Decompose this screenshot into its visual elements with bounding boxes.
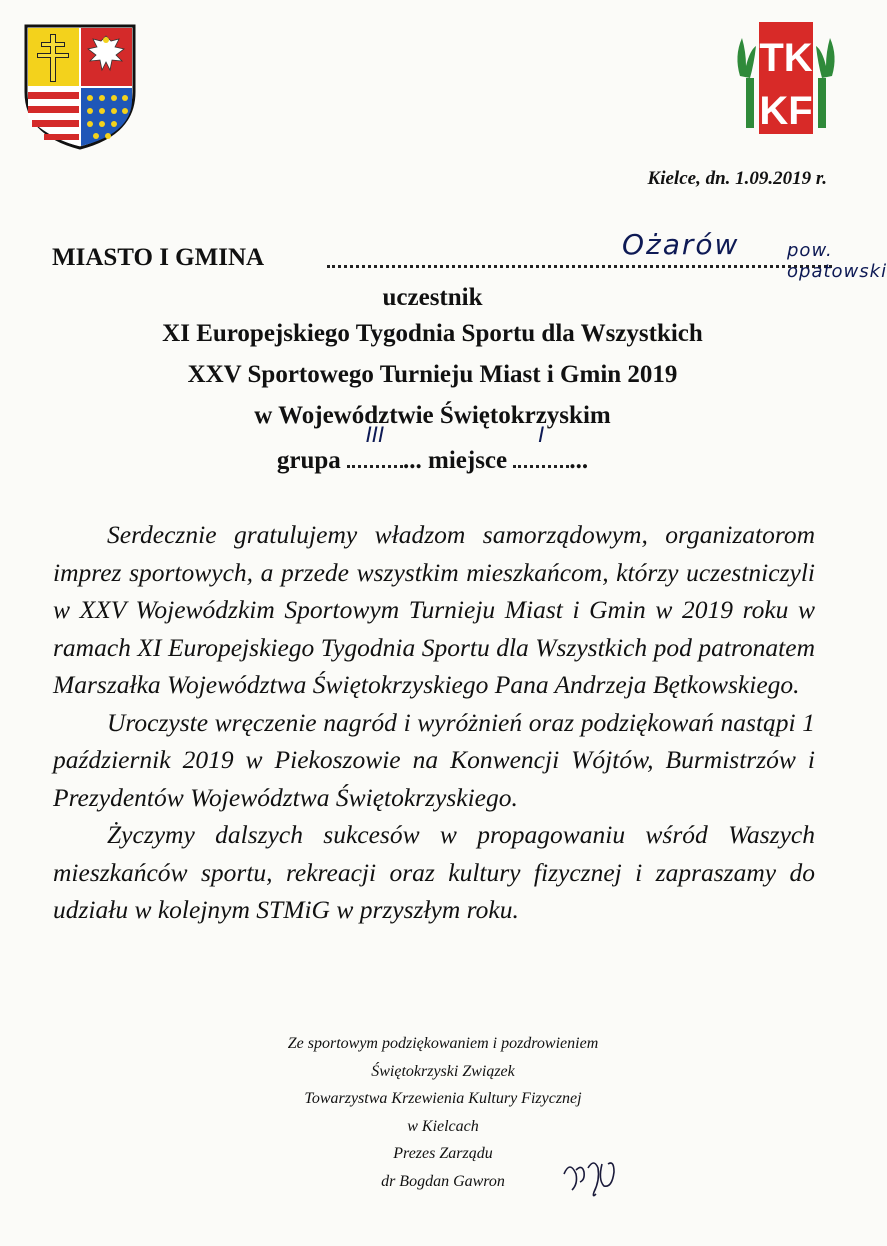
place-label: miejsce [428, 447, 508, 474]
group-place-line [0, 423, 865, 475]
title-line-1: XI Europejskiego Tygodnia Sportu dla Wszystkich [162, 320, 703, 347]
body-paragraph-1: Serdecznie gratulujemy władzom samorządowym, organizatorom imprez sportowych, a przede wszystkim mieszkańcom, którzy uczestniczyli w XXV Wojewódzkim Sportowym Turnieju Miast i Gmin w 2019 roku w ramach XI Europejskiego Tygodnia Sportu dla Wszystkich pod patronatem Marszałka Województwa Świętokrzyskiego Pana Andrzeja Bętkowskiego. [53, 520, 815, 699]
place-fill [513, 423, 569, 468]
group-fill [347, 423, 403, 468]
closing-line-5: Prezes Zarządu [393, 1145, 493, 1162]
recipient-label: MIASTO I GMINA [52, 244, 265, 271]
logo-text-bottom: KF [759, 89, 813, 133]
logo-text-top: TK [759, 36, 813, 80]
recipient-fill-line [327, 228, 887, 282]
title-uczestnik: uczestnik [382, 284, 483, 311]
title-line-2: XXV Sportowego Turnieju Miast i Gmin 2019 [187, 361, 678, 388]
closing-line-1: Ze sportowym podziękowaniem i pozdrowieniem [287, 1035, 599, 1052]
body-paragraph-3: Życzymy dalszych sukcesów w propagowaniu wśród Waszych mieszkańców sportu, rekreacji oraz kultury fizycznej i zapraszamy do udziału w kolejnym STMiG w przyszłym roku. [53, 820, 815, 924]
title-line-3: w Województwie Świętokrzyskim [254, 402, 611, 429]
group-label: grupa [276, 447, 341, 474]
document-date: Kielce, dn. 1.09.2019 r. [647, 168, 827, 189]
handwritten-town: Ożarów [622, 228, 740, 261]
group-value: III [365, 423, 385, 447]
group-fill-dots: ... [403, 447, 422, 474]
handwritten-county: pow. opatowski [787, 240, 887, 282]
closing-line-2: Świętokrzyski Związek [371, 1062, 515, 1080]
handwritten-signature [558, 1150, 628, 1200]
closing-line-6: dr Bogdan Gawron [381, 1172, 505, 1190]
place-fill-dots: ... [569, 447, 589, 474]
coat-of-arms-icon [22, 22, 138, 152]
body-paragraph-2: Uroczyste wręczenie nagród i wyróżnień oraz podziękowań nastąpi 1 październik 2019 w Piekoszowie na Konwencji Wójtów, Burmistrzów i Prezydentów Województwa Świętokrzyskiego. [53, 707, 815, 812]
tkkf-logo [732, 16, 840, 140]
closing-line-4: w Kielcach [407, 1117, 479, 1135]
body-text [53, 516, 815, 929]
place-value: I [538, 423, 545, 447]
recipient-line [52, 228, 887, 282]
closing-line-3: Towarzystwa Krzewienia Kultury Fizycznej [304, 1090, 582, 1107]
